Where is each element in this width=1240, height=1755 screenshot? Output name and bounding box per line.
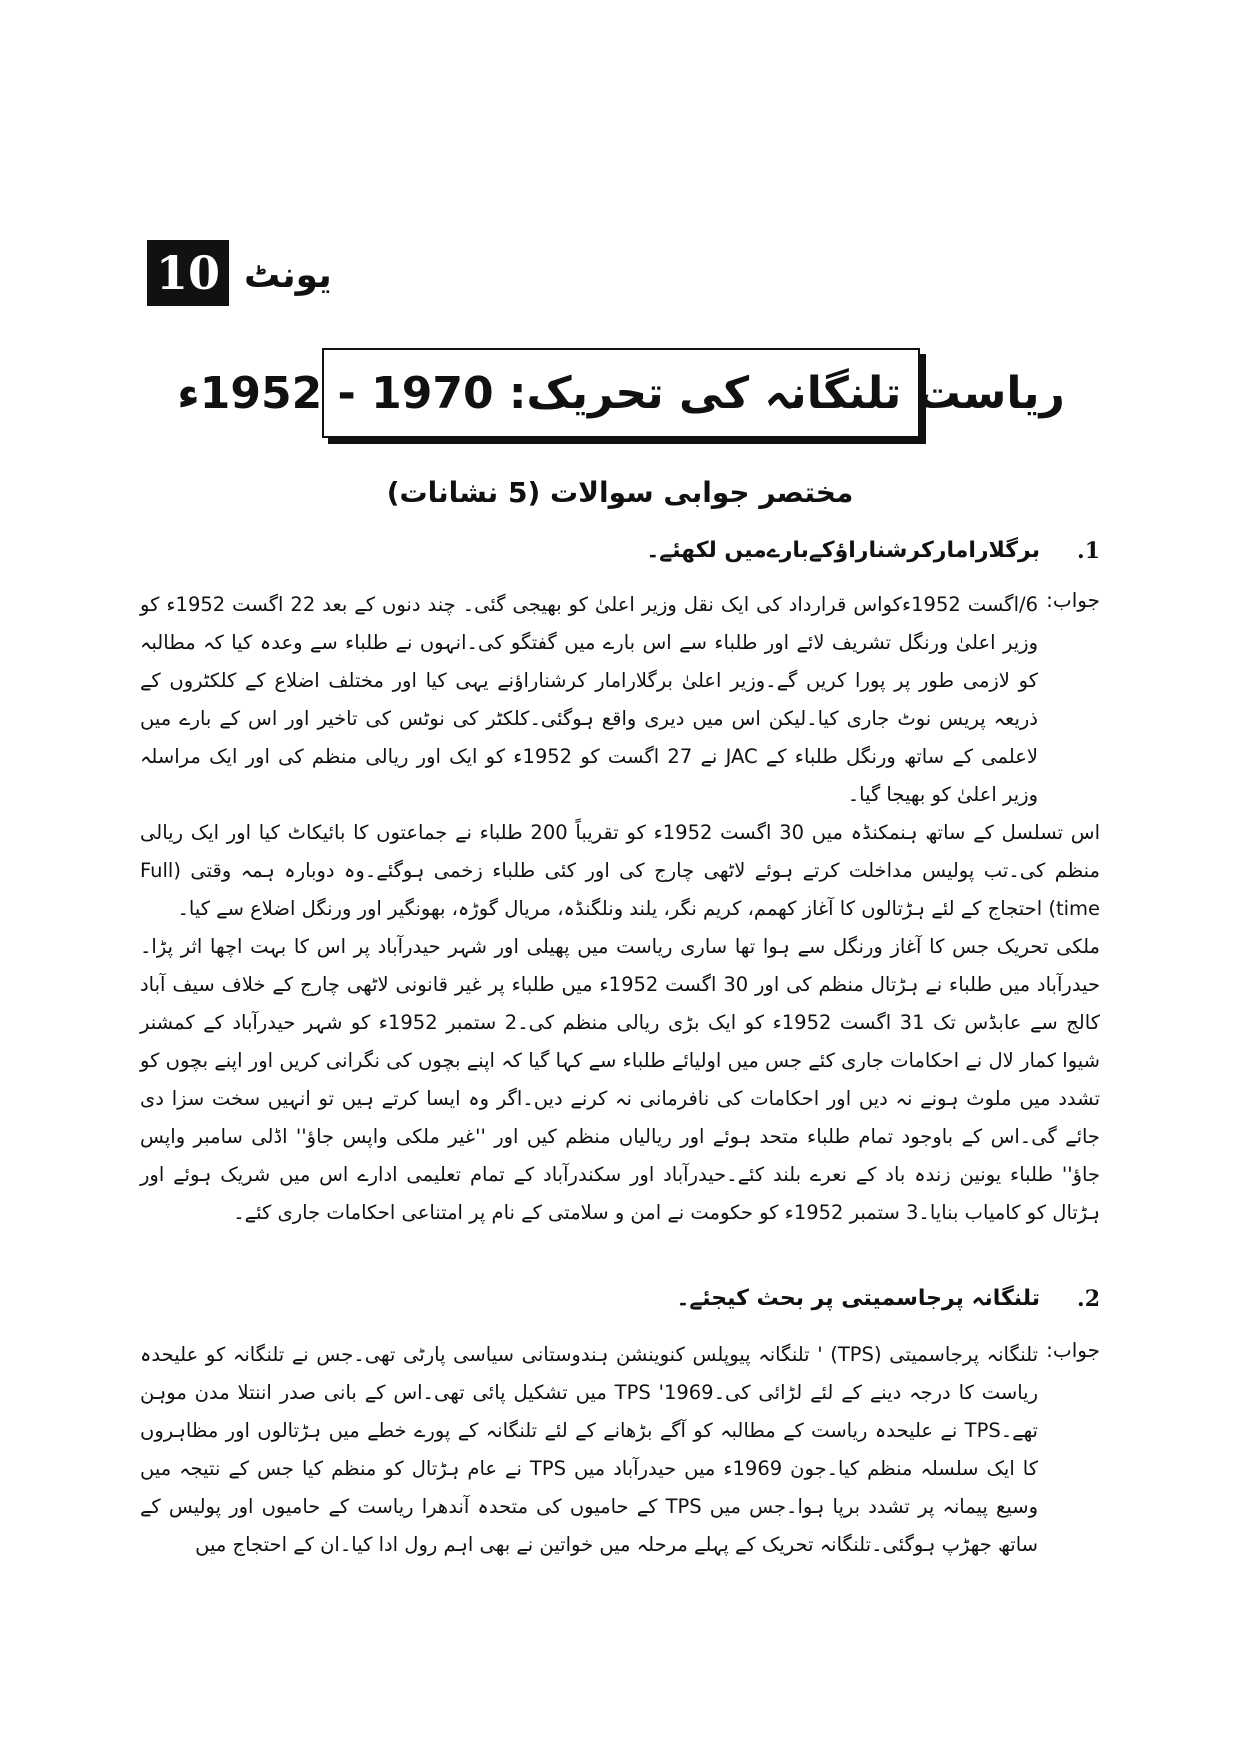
question-1 [140,538,1100,574]
question-text: برگلارامارکرشناراؤکےبارےمیں لکھئے۔ [646,538,1040,563]
answer-1 [140,586,1100,1356]
answer-paragraph: اس تسلسل کے ساتھ ہنمکنڈہ میں 30 اگست 1952ء کو تقریباً 200 طلباء نے جماعتوں کا بائیکاٹ کیا اور ایک ریالی منظم کی۔تب پولیس مداخلت کرتے ہوئے لاٹھی چارج کی اور کئی طلباء زخمی ہوگئے۔وہ دوبارہ ہمہ وقتی (Full time) احتجاج کے لئے ہڑتالوں کا آغاز کھمم، کریم نگر، یلند ونلگنڈہ، مریال گوڑہ، بھونگیر اور ورنگل اضلاع سے کیا۔ [140,821,1101,920]
answer-paragraph: تلنگانہ پرجاسمیتی (TPS) ' تلنگانہ پیوپلس کنوینشن ہندوستانی سیاسی پارٹی تھی۔جس نے تلنگانہ کو علیحدہ ریاست کا درجہ دینے کے لئے لڑائی کی۔TPS '1969 میں تشکیل پائی تھی۔اس کے بانی صدر اننتلا مدن موہن تھے۔TPS نے علیحدہ ریاست کے مطالبہ کو آگے بڑھانے کے لئے تلنگانہ کے پورے خطے میں ہڑتالوں اور مظاہروں کا ایک سلسلہ منظم کیا۔جون 1969ء میں حیدرآباد میں TPS نے عام ہڑتال کو منظم کیا جس کے نتیجہ میں وسیع پیمانہ پر تشدد برپا ہوا۔جس میں TPS کے حامیوں کی متحدہ آندھرا ریاست کے حامیوں اور پولیس کے ساتھ جھڑپ ہوگئی۔تلنگانہ تحریک کے پہلے مرحلہ میں خواتین نے بھی اہم رول ادا کیا۔ان کے احتجاج میں [140,1343,1038,1556]
answer-label: جواب: [1046,1338,1100,1362]
chapter-title-box [177,348,1065,438]
question-number: 2. [1077,1286,1100,1312]
answer-paragraph: 6/اگست 1952ءکواس قرارداد کی ایک نقل وزیر اعلیٰ کو بھیجی گئی۔ چند دنوں کے بعد 22 اگست 1952ء کو وزیر اعلیٰ ورنگل تشریف لائے اور طلباء سے اس بارے میں گفتگو کی۔انہوں نے طلباء سے وعدہ کیا کہ مطالبہ کو لازمی طور پر پورا کریں گے۔وزیر اعلیٰ برگلارامار کرشناراؤنے یہی کیا اور مختلف اضلاع کے کلکٹروں کے ذریعہ پریس نوٹ جاری کیا۔لیکن اس میں دیری واقع ہوگئی۔کلکٹر کی نوٹس کی تاخیر اور اس کے بارے میں لاعلمی کے ساتھ ورنگل طلباء کے JAC نے 27 اگست کو 1952ء کو ایک اور ریالی منظم کی اور ایک مراسلہ وزیر اعلیٰ کو بھیجا گیا۔ [140,593,1039,806]
answer-label: جواب: [1046,588,1100,612]
unit-number-badge: 10 [147,240,229,306]
unit-label: یونٹ [244,255,332,296]
answer-2 [140,1336,1100,1606]
answer-body [140,1336,1038,1564]
question-text: تلنگانہ پرجاسمیتی پر بحث کیجئے۔ [676,1286,1040,1311]
section-subheading: مختصر جوابی سوالات (5 نشانات) [386,476,854,509]
chapter-title: ریاست تلنگانہ کی تحریک: 1970 - 1952ء [177,367,1065,419]
question-2 [140,1286,1100,1322]
answer-paragraph: ملکی تحریک جس کا آغاز ورنگل سے ہوا تھا ساری ریاست میں پھیلی اور شہر حیدرآباد پر اس کا بہت اچھا اثر پڑا۔حیدرآباد میں طلباء نے ہڑتال منظم کی اور 30 اگست 1952ء میں طلباء پر غیر قانونی لاٹھی چارج کے خلاف سیف آباد کالج سے عابڈس تک 31 اگست 1952ء کو ایک بڑی ریالی منظم کی۔2 ستمبر 1952ء کو شہر حیدرآباد کے کمشنر شیوا کمار لال نے احکامات جاری کئے جس میں اولیائے طلباء سے کہا گیا کہ اپنے بچوں کی نگرانی کریں اور اپنے بچوں کو تشدد میں ملوث ہونے نہ دیں اور احکامات کی نافرمانی نہ کرنے دیں۔اگر وہ ایسا کرتے ہیں تو انہیں سخت سزا دی جائے گی۔اس کے باوجود تمام طلباء متحد ہوئے اور ریالیاں منظم کیں اور ''غیر ملکی واپس جاؤ'' اڈلی سامبر واپس جاؤ'' طلباء یونین زندہ باد کے نعرے بلند کئے۔حیدرآباد اور سکندرآباد کے تمام تعلیمی ادارے اس میں شریک ہوئے اور ہڑتال کو کامیاب بنایا۔3 ستمبر 1952ء کو حکومت نے امن و سلامتی کے نام پر امتناعی احکامات جاری کئے۔ [140,935,1100,1224]
question-number: 1. [1077,538,1100,564]
